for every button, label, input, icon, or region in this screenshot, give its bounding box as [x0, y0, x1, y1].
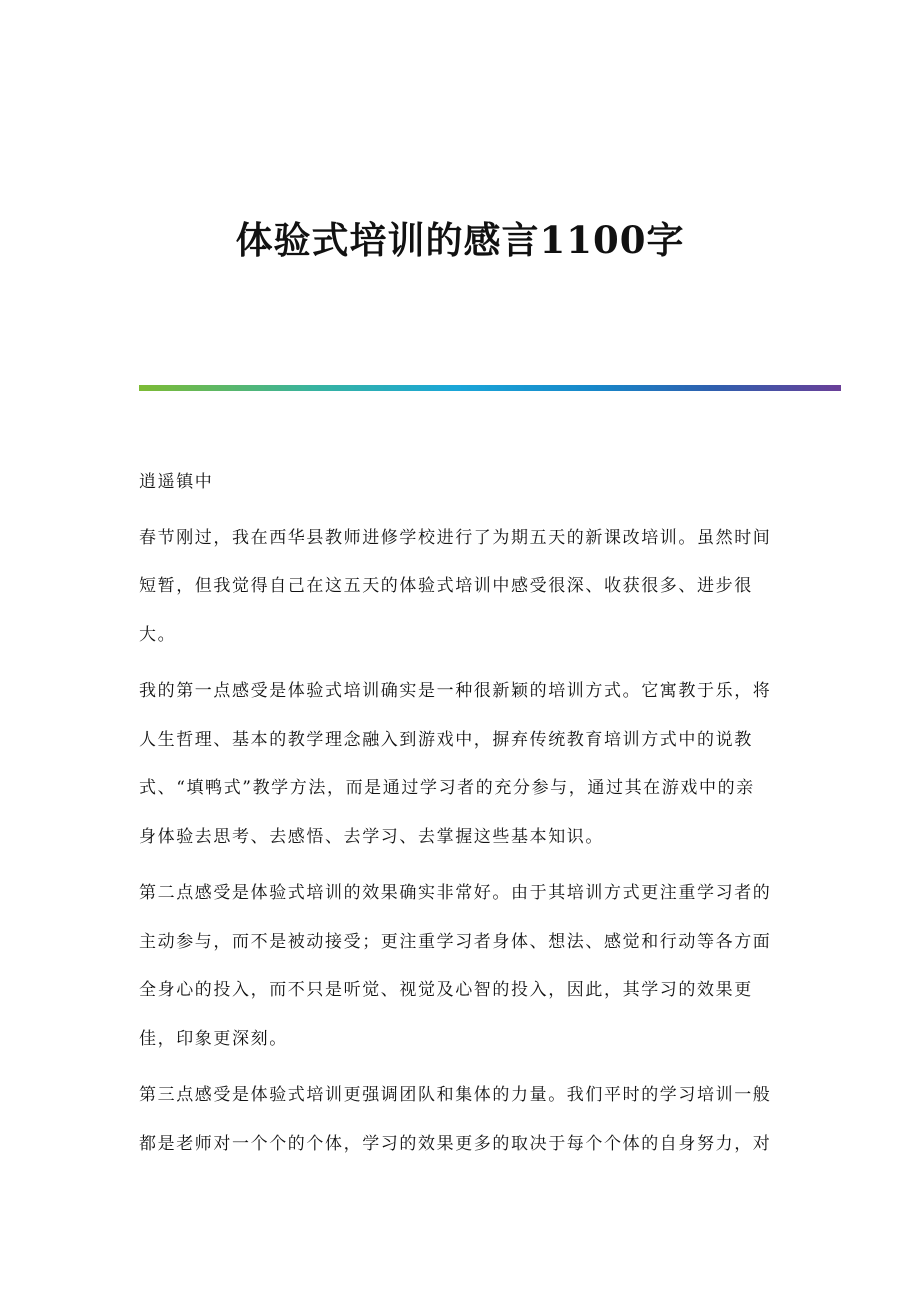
- paragraph-1: 春节刚过，我在西华县教师进修学校进行了为期五天的新课改培训。虽然时间短暂，但我觉得自己在这五天的体验式培训中感受很深、收获很多、进步很大。: [139, 527, 772, 645]
- paragraph-3: 第二点感受是体验式培训的效果确实非常好。由于其培训方式更注重学习者的主动参与，而不是被动接受；更注重学习者身体、想法、感觉和行动等各方面全身心的投入，而不只是听觉、视觉及心智的投入，因此，其学习的效果更佳，印象更深刻。: [139, 883, 772, 1049]
- paragraph-4: 第三点感受是体验式培训更强调团队和集体的力量。我们平时的学习培训一般都是老师对一个个的个体，学习的效果更多的取决于每个个体的自身努力，对: [139, 1085, 772, 1154]
- paragraph-2: 我的第一点感受是体验式培训确实是一种很新颖的培训方式。它寓教于乐，将人生哲理、基本的教学理念融入到游戏中，摒弃传统教育培训方式中的说教式、“填鸭式”教学方法，而是通过学习者的充分参与，通过其在游戏中的亲身体验去思考、去感悟、去学习、去掌握这些基本知识。: [139, 681, 772, 847]
- document-body: [139, 458, 773, 1176]
- author-line: 逍遥镇中: [139, 472, 214, 492]
- title-divider: [139, 385, 841, 391]
- page-title: 体验式培训的感言1100字: [235, 218, 685, 262]
